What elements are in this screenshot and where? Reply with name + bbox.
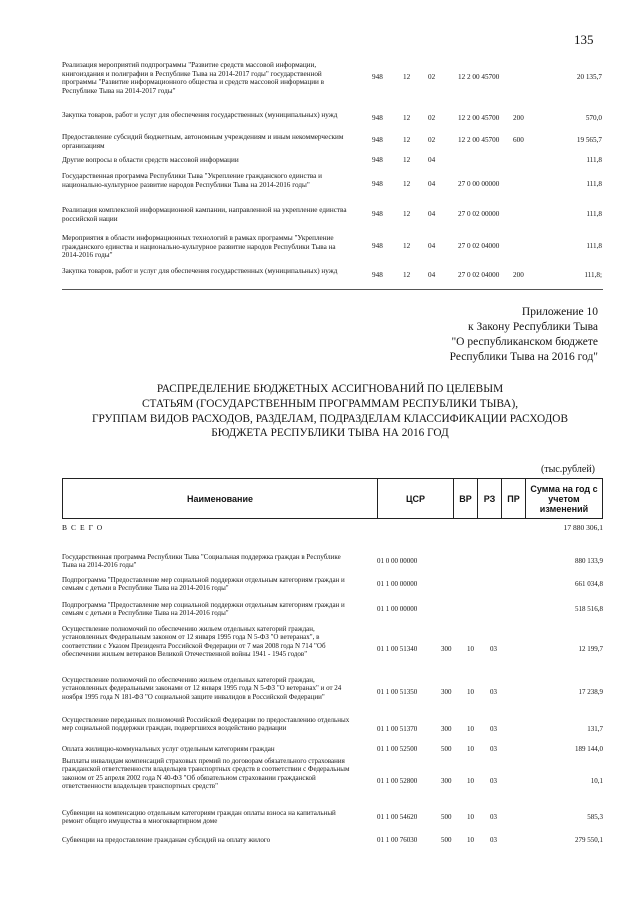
row-name: Закупка товаров, работ и услуг для обеспечения государственных (муниципальных) нужд xyxy=(62,267,338,275)
row-admin-code: 948 xyxy=(372,271,383,279)
header-vr: ВР xyxy=(453,479,477,518)
row-section: 12 xyxy=(403,210,411,218)
row-amount: 111,8 xyxy=(586,180,602,188)
row-name: Субвенции на предоставление гражданам субсидий на оплату жилого xyxy=(62,836,271,844)
row-target-code: 27 0 00 00000 xyxy=(458,180,500,188)
row-admin-code: 948 xyxy=(372,136,383,144)
row-admin-code: 948 xyxy=(372,156,383,164)
row-pr: 03 xyxy=(490,645,497,653)
row-name: Субвенции на компенсацию отдельным категориям граждан оплаты взноса на капитальный ремонт общего имущества в многоквартирном доме xyxy=(62,809,336,826)
row-amount: 279 550,1 xyxy=(575,836,603,844)
row-subsection: 02 xyxy=(428,136,436,144)
row-subsection: 04 xyxy=(428,271,436,279)
total-label: ВСЕГО xyxy=(62,523,107,532)
row-rz: 10 xyxy=(467,777,474,785)
row-amount: 111,8 xyxy=(586,242,602,250)
table-header xyxy=(62,478,603,519)
row-subsection: 04 xyxy=(428,242,436,250)
row-name: Осуществление переданных полномочий Российской Федерации по предоставлению отдельных мер социальной поддержки граждан, подвергшихся воздействию радиации xyxy=(62,716,350,733)
row-vr: 500 xyxy=(441,836,452,844)
row-csr: 01 1 00 51340 xyxy=(377,645,418,653)
row-section: 12 xyxy=(403,156,411,164)
row-amount: 570,0 xyxy=(585,114,602,122)
appendix-reference xyxy=(450,305,598,365)
row-pr: 03 xyxy=(490,725,497,733)
row-name: Закупка товаров, работ и услуг для обеспечения государственных (муниципальных) нужд xyxy=(62,111,338,119)
header-rz: РЗ xyxy=(477,479,501,518)
row-expense-type: 200 xyxy=(513,114,524,122)
row-name: Осуществление полномочий по обеспечению жильем отдельных категорий граждан, установленных федеральными законами от 12 января 1995 года N 5-ФЗ "О ветеранах" и от 24 ноября 1995 года N 181-ФЗ "О социальной защите инвалидов в Российской Федерации" xyxy=(62,676,342,701)
header-sum: Сумма на год с учетом изменений xyxy=(525,479,602,518)
row-amount: 19 565,7 xyxy=(576,136,602,144)
row-target-code: 27 0 02 04000 xyxy=(458,271,500,279)
row-name: Подпрограмма "Предоставление мер социальной поддержки отдельным категориям граждан и семьям с детьми в Республике Тыва на 2014-2016 годы" xyxy=(62,576,345,593)
document-title xyxy=(70,382,590,441)
row-csr: 01 1 00 76030 xyxy=(377,836,418,844)
row-amount: 17 238,9 xyxy=(578,688,603,696)
row-vr: 500 xyxy=(441,745,452,753)
row-target-code: 12 2 00 45700 xyxy=(458,73,500,81)
row-vr: 300 xyxy=(441,725,452,733)
row-amount: 111,8 xyxy=(586,210,602,218)
row-subsection: 04 xyxy=(428,156,436,164)
total-amount: 17 880 306,1 xyxy=(563,523,603,532)
row-rz: 10 xyxy=(467,836,474,844)
row-admin-code: 948 xyxy=(372,73,383,81)
units-label: (тыс.рублей) xyxy=(540,464,595,475)
row-name: Мероприятия в области информационных технологий в рамках программы "Укрепление гражданского единства и национально-культурное развитие народов Республики Тыва на 2014-2016 годы" xyxy=(62,234,336,260)
row-section: 12 xyxy=(403,271,411,279)
title-line: БЮДЖЕТА РЕСПУБЛИКИ ТЫВА НА 2016 ГОД xyxy=(211,427,449,440)
row-amount: 661 034,8 xyxy=(575,580,603,588)
row-admin-code: 948 xyxy=(372,210,383,218)
row-name: Выплаты инвалидам компенсаций страховых премий по договорам обязательного страхования гражданской ответственности владельцев транспортных средств в соответствии с Федеральным законом от 25 апреля 2002 года N 40-ФЗ "Об обязательном страховании гражданской ответственности владельцев транспортных средств" xyxy=(62,757,350,790)
row-target-code: 12 2 00 45700 xyxy=(458,136,500,144)
row-rz: 10 xyxy=(467,745,474,753)
row-vr: 500 xyxy=(441,813,452,821)
row-csr: 01 1 00 51370 xyxy=(377,725,418,733)
row-section: 12 xyxy=(403,114,411,122)
row-vr: 300 xyxy=(441,777,452,785)
page-number: 135 xyxy=(574,32,594,47)
row-name: Осуществление полномочий по обеспечению жильем отдельных категорий граждан, установленных Федеральным законом от 12 января 1995 года N 5-ФЗ "О ветеранах", в соответствии с Указом Президента Российской Федерации от 7 мая 2008 года N 714 "Об обеспечении жильем ветеранов Великой Отечественной войны 1941 - 1945 годов" xyxy=(62,625,326,658)
row-section: 12 xyxy=(403,73,411,81)
row-amount: 12 199,7 xyxy=(578,645,603,653)
table-bottom-rule xyxy=(62,289,603,290)
row-amount: 880 133,9 xyxy=(575,557,603,565)
title-line: ГРУППАМ ВИДОВ РАСХОДОВ, РАЗДЕЛАМ, ПОДРАЗДЕЛАМ КЛАССИФИКАЦИИ РАСХОДОВ xyxy=(92,412,568,425)
row-subsection: 02 xyxy=(428,73,436,81)
row-subsection: 02 xyxy=(428,114,436,122)
row-target-code: 27 0 02 00000 xyxy=(458,210,500,218)
header-pr: ПР xyxy=(501,479,525,518)
row-csr: 01 1 00 52800 xyxy=(377,777,418,785)
row-name: Государственная программа Республики Тыва "Укрепление гражданского единства и национально-культурное развитие народов Республики Тыва на 2014-2016 годы" xyxy=(62,172,322,189)
row-amount: 10,1 xyxy=(590,777,603,785)
row-subsection: 04 xyxy=(428,210,436,218)
table-row xyxy=(62,267,602,307)
row-name: Реализация мероприятий подпрограммы "Развитие средств массовой информации, книгоиздания и полиграфии в Республике Тыва на 2014-2017 годы" государственной программы "Развитие информационного общества и средств массовой информации в Республике Тыва на 2014-2017 годы" xyxy=(62,61,325,95)
row-name: Подпрограмма "Предоставление мер социальной поддержки отдельным категориям граждан и семьям с детьми в Республике Тыва на 2014-2016 годы" xyxy=(62,601,345,618)
row-name: Предоставление субсидий бюджетным, автономным учреждениям и иным некоммерческим организациям xyxy=(62,133,344,150)
row-csr: 01 1 00 54620 xyxy=(377,813,418,821)
appendix-line: Приложение 10 xyxy=(521,306,598,318)
row-name: Реализация комплексной информационной кампании, направленной на укрепление единства российской нации xyxy=(62,206,347,223)
row-rz: 10 xyxy=(467,688,474,696)
row-expense-type: 200 xyxy=(513,271,524,279)
row-name: Другие вопросы в области средств массовой информации xyxy=(62,156,239,164)
appendix-line: Республики Тыва на 2016 год" xyxy=(449,351,598,363)
row-expense-type: 600 xyxy=(513,136,524,144)
row-admin-code: 948 xyxy=(372,180,383,188)
row-amount: 111,8 xyxy=(586,156,602,164)
row-csr: 01 1 00 52500 xyxy=(377,745,418,753)
row-csr: 01 1 00 51350 xyxy=(377,688,418,696)
row-admin-code: 948 xyxy=(372,242,383,250)
row-csr: 01 0 00 00000 xyxy=(377,557,418,565)
row-amount: 518 516,8 xyxy=(575,605,603,613)
row-pr: 03 xyxy=(490,813,497,821)
row-amount: 189 144,0 xyxy=(575,745,603,753)
row-amount: 585,3 xyxy=(587,813,603,821)
row-csr: 01 1 00 00000 xyxy=(377,605,418,613)
header-name: Наименование xyxy=(186,493,254,504)
row-amount: 111,8; xyxy=(584,271,602,279)
row-rz: 10 xyxy=(467,813,474,821)
row-rz: 10 xyxy=(467,645,474,653)
row-subsection: 04 xyxy=(428,180,436,188)
header-csr: ЦСР xyxy=(377,479,453,518)
title-line: РАСПРЕДЕЛЕНИЕ БЮДЖЕТНЫХ АССИГНОВАНИЙ ПО ЦЕЛЕВЫМ xyxy=(156,383,504,395)
row-target-code: 27 0 02 04000 xyxy=(458,242,500,250)
row-section: 12 xyxy=(403,136,411,144)
row-name: Государственная программа Республики Тыва "Социальная поддержка граждан в Республике Тыва на 2014-2016 годы" xyxy=(62,553,341,570)
row-section: 12 xyxy=(403,180,411,188)
row-amount: 131,7 xyxy=(587,725,603,733)
row-pr: 03 xyxy=(490,777,497,785)
row-pr: 03 xyxy=(490,745,497,753)
table-row xyxy=(62,61,602,101)
appendix-line: "О республиканском бюджете xyxy=(451,336,598,348)
row-csr: 01 1 00 00000 xyxy=(377,580,418,588)
title-line: СТАТЬЯМ (ГОСУДАРСТВЕННЫМ ПРОГРАММАМ РЕСПУБЛИКИ ТЫВА), xyxy=(141,397,519,410)
row-vr: 300 xyxy=(441,688,452,696)
row-pr: 03 xyxy=(490,688,497,696)
row-vr: 300 xyxy=(441,645,452,653)
row-name: Оплата жилищно-коммунальных услуг отдельным категориям граждан xyxy=(62,745,275,753)
row-admin-code: 948 xyxy=(372,114,383,122)
row-target-code: 12 2 00 45700 xyxy=(458,114,500,122)
row-pr: 03 xyxy=(490,836,497,844)
appendix-line: к Закону Республики Тыва xyxy=(468,321,598,333)
row-amount: 20 135,7 xyxy=(576,73,602,81)
row-section: 12 xyxy=(403,242,411,250)
row-rz: 10 xyxy=(467,725,474,733)
